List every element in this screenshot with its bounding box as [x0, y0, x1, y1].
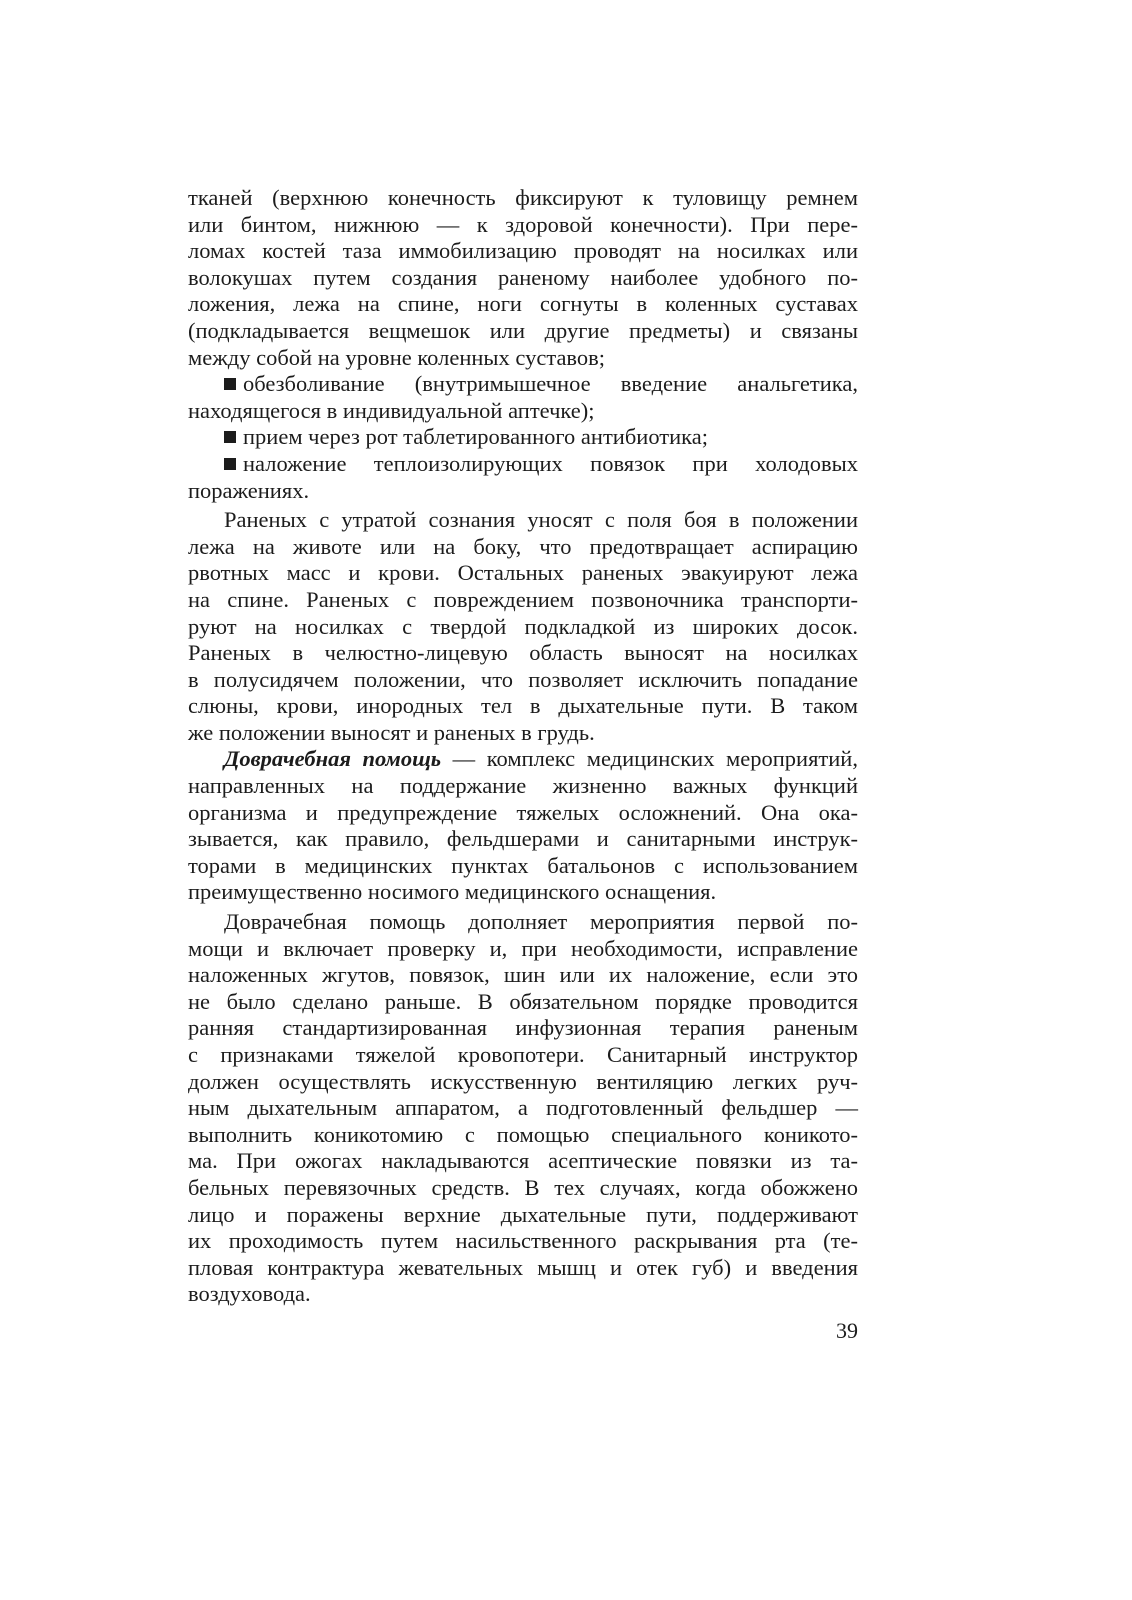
text-line: бельных перевязочных средств. В тех случаях, когда обожжено: [188, 1174, 858, 1200]
paragraph-evacuation: [188, 507, 858, 746]
text-line: торами в медицинских пунктах батальонов с использованием: [188, 852, 858, 878]
text-line: волокушах путем создания раненому наиболее удобного по-: [188, 264, 858, 290]
text-line: поражениях.: [188, 477, 310, 503]
text-line: между собой на уровне коленных суставов;: [188, 344, 606, 370]
bullet-text: наложение теплоизолирующих повязок при холодовых: [243, 450, 858, 476]
text-line: находящегося в индивидуальной аптечке);: [188, 397, 595, 423]
text-line: мощи и включает проверку и, при необходимости, исправление: [188, 935, 858, 961]
text-line: выполнить коникотомию с помощью специального коникото-: [188, 1121, 858, 1147]
bullet-text: прием через рот таблетированного антибиотика;: [243, 424, 708, 450]
bullet-list: [188, 371, 858, 504]
text-line: направленных на поддержание жизненно важных функций: [188, 773, 858, 799]
text-line: тканей (верхнюю конечность фиксируют к туловищу ремнем: [188, 185, 858, 210]
paragraph-prehospital-care: [188, 909, 858, 1308]
text-line: Раненых с утратой сознания уносят с поля боя в положении: [224, 507, 858, 533]
bullet-text: обезболивание (внутримышечное введение анальгетика,: [243, 371, 858, 397]
text-line: Доврачебная помощь дополняет мероприятия первой по-: [224, 909, 858, 935]
text-line: лицо и поражены верхние дыхательные пути, поддерживают: [188, 1201, 858, 1227]
text-line: Раненых в челюстно-лицевую область выносят на носилках: [188, 640, 858, 666]
text-line: ма. При ожогах накладываются асептические повязки из та-: [188, 1148, 858, 1174]
text-line: ложения, лежа на спине, ноги согнуты в коленных суставах: [188, 291, 858, 317]
bullet-item: [188, 424, 858, 451]
bullet-item: [188, 451, 858, 504]
text-line: не было сделано раньше. В обязательном порядке проводится: [188, 988, 858, 1014]
text-line: преимущественно носимого медицинского оснащения.: [188, 879, 717, 905]
page-number: 39: [836, 1318, 858, 1343]
definition-text: — комплекс медицинских мероприятий,: [441, 746, 858, 772]
text-line: в полусидячем положении, что позволяет исключить попадание: [188, 666, 858, 692]
text-line: рвотных масс и крови. Остальных раненых эвакуируют лежа: [188, 560, 858, 586]
text-line: наложенных жгутов, повязок, шин или их наложение, если это: [188, 962, 858, 988]
square-bullet-icon: [224, 378, 236, 390]
text-line: же положении выносят и раненых в грудь.: [188, 719, 595, 745]
text-line: или бинтом, нижнюю — к здоровой конечности). При пере-: [188, 211, 858, 237]
text-line: слюны, крови, инородных тел в дыхательные пути. В таком: [188, 693, 858, 719]
text-line: [188, 371, 858, 398]
text-line: пловая контрактура жевательных мышц и отек губ) и введения: [188, 1254, 858, 1280]
text-line: ломах костей таза иммобилизацию проводят на носилках или: [188, 238, 858, 264]
text-line: с признаками тяжелой кровопотери. Санитарный инструктор: [188, 1042, 858, 1067]
text-line: [188, 451, 858, 478]
text-line: ранняя стандартизированная инфузионная терапия раненым: [188, 1015, 858, 1041]
text-line: зывается, как правило, фельдшерами и санитарными инструк-: [188, 826, 858, 852]
square-bullet-icon: [224, 458, 236, 470]
text-line: должен осуществлять искусственную вентиляцию легких руч-: [188, 1068, 858, 1094]
defined-term: Доврачебная помощь: [224, 746, 442, 772]
text-line: на спине. Раненых с повреждением позвоночника транспорти-: [188, 586, 858, 612]
text-line: воздуховода.: [188, 1281, 311, 1307]
text-line: (подкладывается вещмешок или другие предметы) и связаны: [188, 317, 858, 343]
text-line: лежа на животе или на боку, что предотвращает аспирацию: [188, 533, 858, 559]
body-text: [188, 185, 858, 1308]
paragraph-continued: [188, 185, 858, 371]
bullet-item: [188, 371, 858, 424]
text-line: [188, 424, 858, 451]
text-line: их проходимость путем насильственного раскрывания рта (те-: [188, 1228, 858, 1254]
text-line: [188, 746, 858, 773]
text-line: руют на носилках с твердой подкладкой из широких досок.: [188, 613, 858, 639]
text-line: организма и предупреждение тяжелых осложнений. Она ока-: [188, 799, 858, 825]
square-bullet-icon: [224, 431, 236, 443]
text-line: ным дыхательным аппаратом, а подготовленный фельдшер —: [188, 1095, 858, 1121]
paragraph-definition: [188, 746, 858, 906]
